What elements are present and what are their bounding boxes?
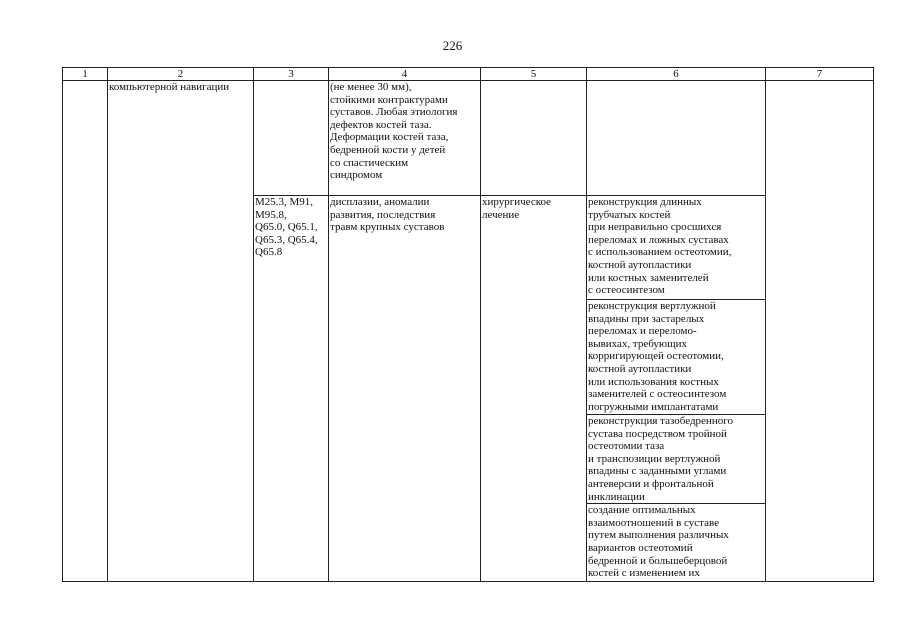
treatment-type: хирургическое лечение <box>482 196 552 221</box>
method-text-1: реконструкция длинных трубчатых костей при неправильно сросшихся переломах и ложных суставах с использованием остеотомии, костной аутопластики или костных заменителей с остеосинтезом <box>588 196 732 297</box>
cell-col6-continued <box>587 81 766 196</box>
cell-col7-continued <box>766 81 874 196</box>
column-header-3: 3 <box>254 68 329 81</box>
cell-col6-method-4 <box>587 504 766 582</box>
method-text-3: реконструкция тазобедренного сустава посредством тройной остеотомии таза и транспозиции вертлужной впадины с заданными углами антеверсии и фронтальной инклинации <box>588 415 733 503</box>
cell-col6-method-2 <box>587 300 766 415</box>
column-header-4: 4 <box>329 68 481 81</box>
cell-col5-continued <box>481 81 587 196</box>
cell-col3-continued <box>254 81 329 196</box>
cell-col6-method-1 <box>587 196 766 300</box>
page-number: 226 <box>442 38 463 53</box>
cell-col2-text: компьютерной навигации <box>109 81 230 93</box>
table-bottom-rule <box>63 582 874 584</box>
column-header-2: 2 <box>108 68 254 81</box>
method-text-4: создание оптимальных взаимоотношений в суставе путем выполнения различных вариантов остеотомий бедренной и большеберцовой костей с изменением их <box>588 504 729 580</box>
column-header-6: 6 <box>587 68 766 81</box>
cell-col1 <box>63 81 108 582</box>
diagnosis-codes: M25.3, M91, M95.8, Q65.0, Q65.1, Q65.3, Q65.4, Q65.8 <box>255 196 318 259</box>
column-header-5: 5 <box>481 68 587 81</box>
cell-col7 <box>766 196 874 582</box>
condition-text: дисплазии, аномалии развития, последствия травм крупных суставов <box>330 196 445 234</box>
cell-col4-continued <box>329 81 481 196</box>
method-text-2: реконструкция вертлужной впадины при застарелых переломах и переломо- вывихах, требующих корригирующей остеотомии, костной аутопластики или использования костных заменителей с остеосинтезом погружными имплантатами <box>588 300 727 413</box>
continued-row <box>63 81 874 196</box>
cell-col4-continued-text: (не менее 30 мм), стойкими контрактурами суставов. Любая этиология дефектов костей таза. Деформации костей таза, бедренной кости у детей со спастическим синдромом <box>330 81 458 182</box>
column-header-7: 7 <box>766 68 874 81</box>
table-bottom-border <box>63 582 874 584</box>
cell-col4-condition <box>329 196 481 582</box>
cell-col5-treatment <box>481 196 587 582</box>
table-header-row <box>63 68 874 81</box>
cell-col3-codes <box>254 196 329 582</box>
cell-col6-method-3 <box>587 415 766 504</box>
cell-col2 <box>108 81 254 582</box>
column-header-1: 1 <box>63 68 108 81</box>
medical-procedures-table <box>62 67 874 583</box>
